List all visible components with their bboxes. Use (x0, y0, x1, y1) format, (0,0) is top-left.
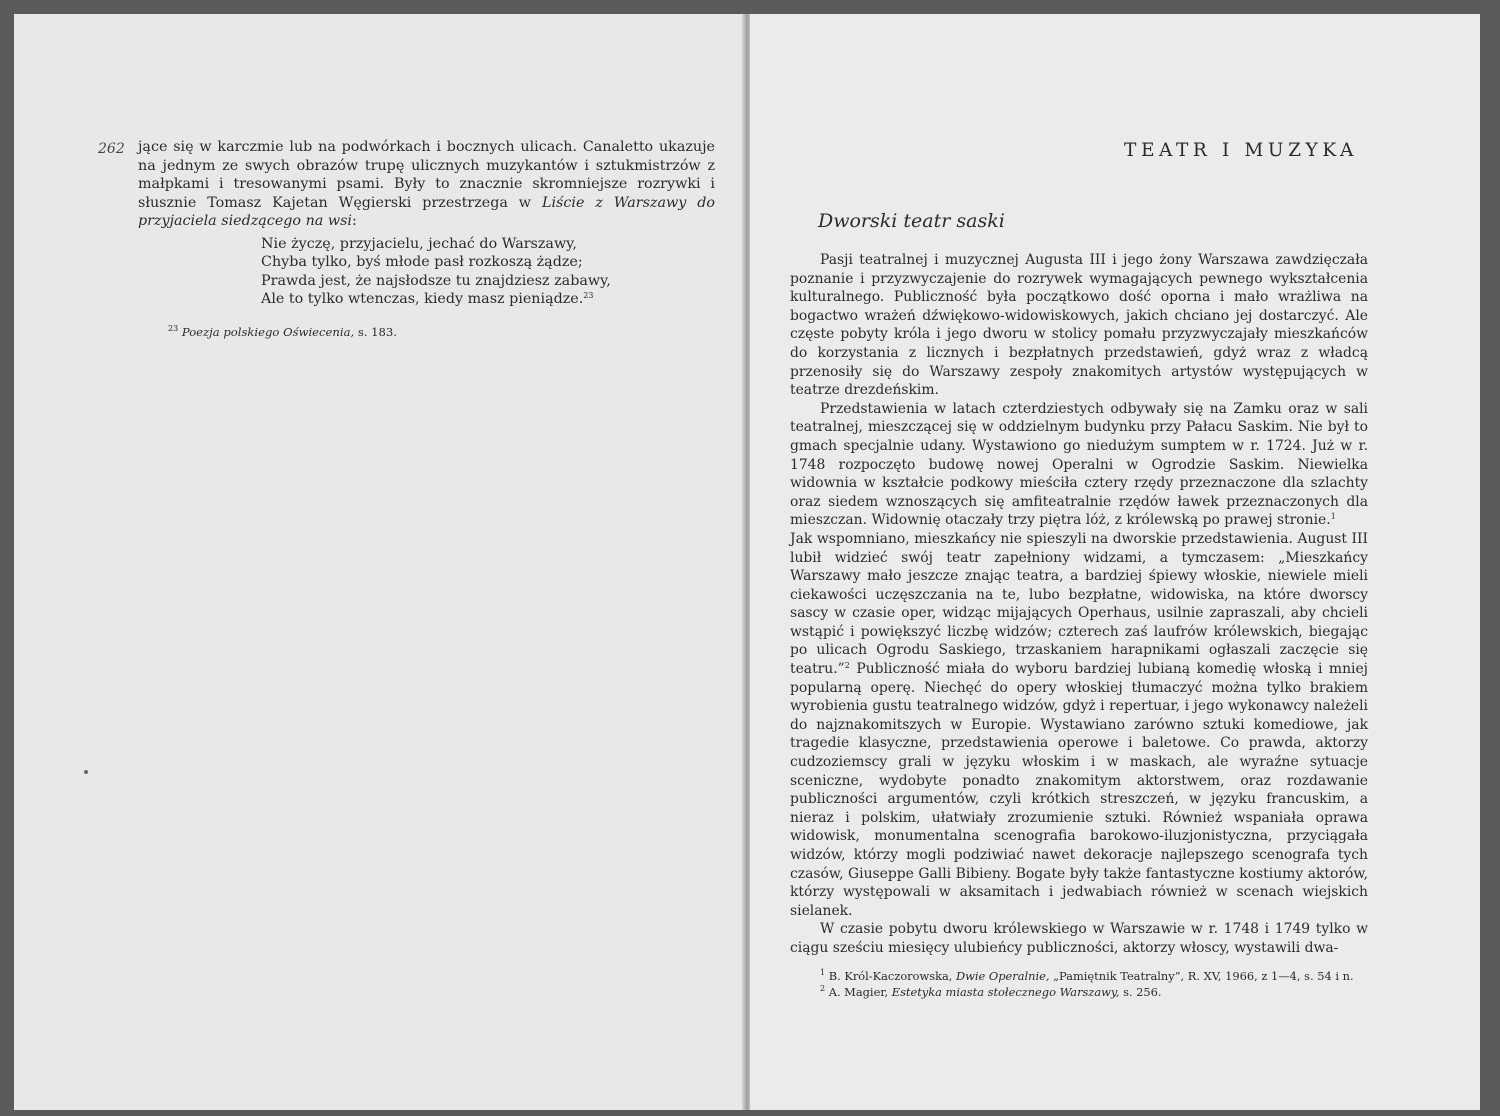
body-paragraph: W czasie pobytu dworu królewskiego w Warszawie w r. 1748 i 1749 tylko w ciągu sześciu miesięcy ulubieńcy publiczności, aktorzy włoscy, wystawili dwa- (790, 921, 1368, 956)
right-page (750, 14, 1480, 1110)
left-text-column (138, 138, 715, 340)
body-paragraph: Jak wspomniano, mieszkańcy nie spieszyli na dworskie przedstawienia. August III lubił widzieć swój teatr zapełniony widzami, a tymczasem: „Mieszkańcy Warszawy mało jeszcze znając teatra, a bardziej śpiewy włoskie, niewiele mieli ciekawości uczęszczania na te, lubo bezpłatne, widowiska, na które dworscy sascy w czasie oper, widząc mijających Operhaus, usilnie zapraszali, aby chcieli wstąpić i powiększyć liczbę widzów; czterech zaś laufrów królewskich, biegając po ulicach Ogrodu Saskiego, trzaskaniem harapnikami ogłaszali zaczęcie się teatru.”$^2$ Publiczność miała do wyboru bardziej lubianą komedię włoską i mniej popularną operę. Niechęć do opery włoskiej tłumaczyć można tylko brakiem wyrobienia gustu teatralnego widzów, gdyż i repertuar, i jego wykonawcy należeli do najznakomitszych w Europie. Wystawiano zarówno sztuki komediowe, jak tragedie klasyczne, przedstawienia operowe i baletowe. Co prawda, aktorzy cudzoziemscy grali w języku włoskim i w maskach, ale wyraźne sytuacje sceniczne, wydobyte ponadto znakomitym aktorstwem, oraz rozdawanie publiczności argumentów, czyli krótkich streszczeń, w języku francuskim, a nieraz i polskim, ułatwiały zrozumienie sztuki. Również wspaniała oprawa widowisk, monumentalna scenografia barokowo-iluzjonistyczna, przyciągała widzów, którzy mogli podziwiać nawet dekoracje najlepszego scenografa tych czasów, Giuseppe Galli Bibieny. Bogate były także fantastyczne kostiumy aktorów, którzy występowali w aksamitach i jedwabiach również w scenach wiejskich sielanek. (790, 530, 1368, 919)
footnote-number: 23 (168, 323, 179, 333)
page-number: 262 (98, 141, 125, 157)
poem-line: Nie życzę, przyjacielu, jechać do Warszawy, (261, 235, 577, 252)
footnote: $^1$ B. Król-Kaczorowska, Dwie Operalnie, „Pamiętnik Teatralny”, R. XV, 1966, z 1—4, s. 54 i n. (820, 968, 1354, 983)
poem-quote (261, 235, 715, 309)
poem-line: Prawda jest, że najsłodsze tu znajdziesz zabawy, (261, 272, 611, 289)
left-paragraph: jące się w karczmie lub na podwórkach i bocznych ulicach. Canaletto ukazuje na jednym ze swych obrazów trupę ulicznych muzykantów i sztukmistrzów z małpkami i tresowanymi psami. Były to znacznie skromniejsze rozrywki i słusznie Tomasz Kajetan Węgierski przestrzega w Liście z Warszawy do przyjaciela siedzącego na wsi: (138, 139, 716, 229)
right-text-column (790, 251, 1368, 958)
body-paragraph: Przedstawienia w latach czterdziestych odbywały się na Zamku oraz w sali teatralnej, mieszczącej się w oddzielnym budynku przy Pałacu Saskim. Nie był to gmach specjalnie udany. Wystawiono go niedużym sumptem w r. 1724. Już w r. 1748 rozpoczęto budowę nowej Operalni w Ogrodzie Saskim. Niewielka widownia w kształcie podkowy mieściła cztery rzędy przeznaczone dla szlachty oraz siedem wznoszących się amfiteatralnie rzędów ławek przeznaczonych dla mieszczan. Widownię otaczały trzy piętra lóż, z królewską po prawej stronie.$^1$ (790, 400, 1368, 529)
left-page (14, 14, 746, 1110)
running-head: TEATR I MUZYKA (1124, 140, 1358, 161)
footnotes (820, 969, 1380, 1000)
footnote: $^2$ A. Magier, Estetyka miasta stołecznego Warszawy, s. 256. (820, 983, 1162, 999)
body-paragraph: Pasji teatralnej i muzycznej Augusta III i jego żony Warszawa zawdzięczała poznanie i przyzwyczajenie do rozrywek wymagających pewnego wykształcenia kulturalnego. Publiczność była początkowo dość oporna i mało wrażliwa na bogactwo wrażeń dźwiękowo-widowiskowych, jakich chciano jej dostarczyć. Ale częste pobyty króla i jego dworu w stolicy pomału przyzwyczajały mieszkańców do korzystania z licznych i bezpłatnych przedstawień, gdyż wraz z władcą przenosiły się do Warszawy zespoły znakomitych artystów występujących w teatrze drezdeńskim. (790, 252, 1368, 399)
section-title: Dworski teatr saski (818, 210, 1005, 232)
footnote: $^{23}$ Poezja polskiego Oświecenia, s. 183. (168, 323, 397, 339)
footnote-ref: 1 (1330, 512, 1336, 522)
poem-line: Ale to tylko wtenczas, kiedy masz pieniądze.$^{23}$ (261, 291, 594, 308)
footnote-ref: 23 (583, 291, 594, 301)
footnote-ref: 2 (844, 661, 850, 671)
scan-speck (84, 770, 88, 774)
cited-work-title: Liście z Warszawy do przyjaciela siedzącego na wsi (138, 194, 716, 229)
poem-line: Chyba tylko, byś młode pasł rozkoszą żądze; (261, 254, 583, 271)
